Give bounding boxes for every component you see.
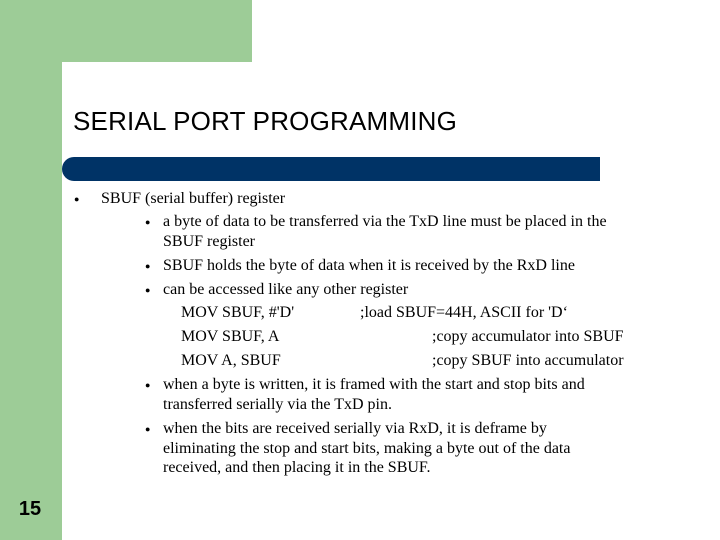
- code-comment-1: ;load SBUF=44H, ASCII for 'D‘: [360, 304, 568, 321]
- title-underline-bar: [62, 157, 600, 181]
- corner-curve: [62, 62, 106, 106]
- sub-bullet-5-line-2: eliminating the stop and start bits, making a byte out of the data: [163, 440, 571, 457]
- code-instruction-3: MOV A, SBUF: [181, 352, 281, 369]
- page-number: 15: [18, 498, 42, 520]
- slide-title: SERIAL PORT PROGRAMMING: [73, 106, 458, 136]
- code-instruction-2: MOV SBUF, A: [181, 328, 280, 345]
- bullet-icon: ●: [74, 194, 80, 204]
- code-comment-2: ;copy accumulator into SBUF: [432, 328, 624, 345]
- code-instruction-1: MOV SBUF, #'D': [181, 304, 295, 321]
- sub-bullet-2: SBUF holds the byte of data when it is received by the RxD line: [163, 257, 575, 274]
- bullet-icon: ●: [145, 380, 151, 390]
- main-bullet-text: SBUF (serial buffer) register: [101, 190, 286, 207]
- bullet-icon: ●: [145, 261, 151, 271]
- sub-bullet-4-line-1: when a byte is written, it is framed with the start and stop bits and: [163, 376, 585, 393]
- sub-bullet-3: can be accessed like any other register: [163, 281, 409, 298]
- sub-bullet-1-line-2: SBUF register: [163, 233, 255, 250]
- sub-bullet-1-line-1: a byte of data to be transferred via the TxD line must be placed in the: [163, 213, 607, 230]
- code-comment-3: ;copy SBUF into accumulator: [432, 352, 624, 369]
- bullet-icon: ●: [145, 217, 151, 227]
- sub-bullet-5-line-1: when the bits are received serially via RxD, it is deframe by: [163, 420, 547, 437]
- bullet-icon: ●: [145, 424, 151, 434]
- bullet-icon: ●: [145, 285, 151, 295]
- sub-bullet-4-line-2: transferred serially via the TxD pin.: [163, 396, 392, 413]
- sub-bullet-5-line-3: received, and then placing it in the SBUF.: [163, 459, 431, 476]
- green-side-band: [0, 0, 62, 540]
